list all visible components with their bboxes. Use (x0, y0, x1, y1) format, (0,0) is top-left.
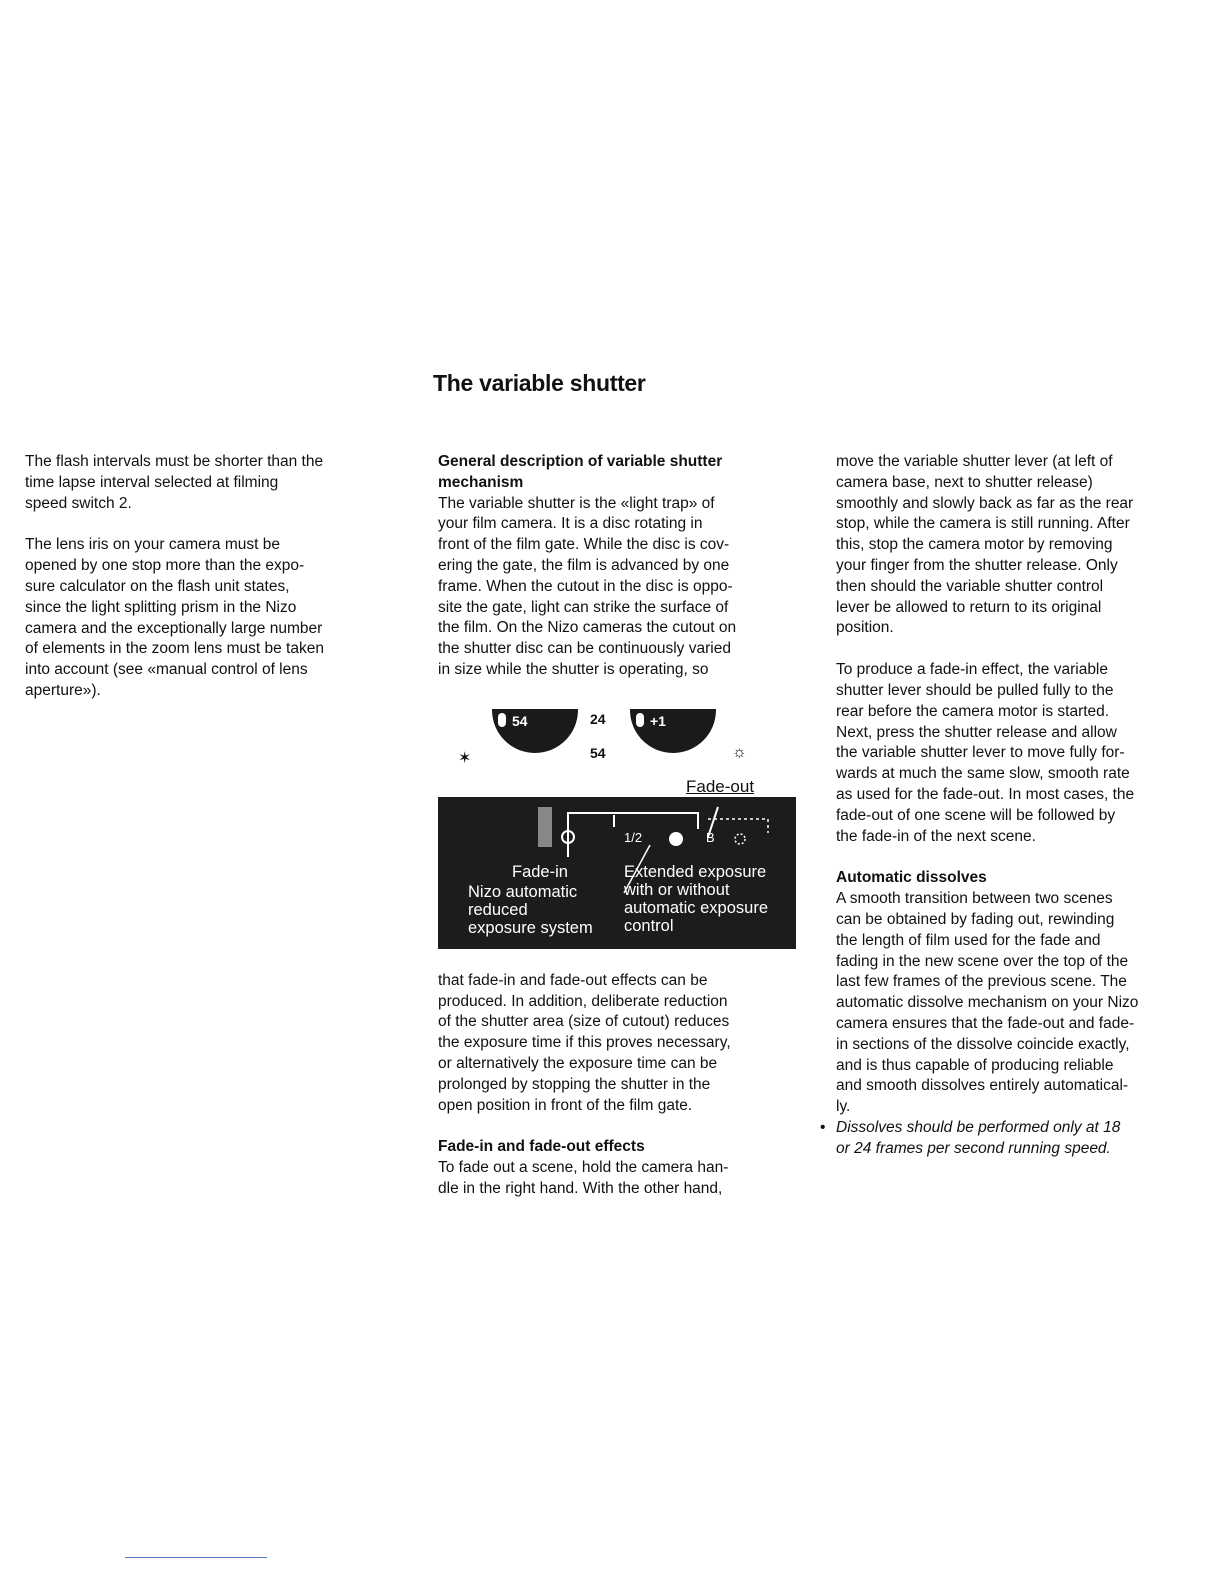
section-heading-fade-effects: Fade-in and fade-out effects (438, 1138, 645, 1156)
section-heading-automatic-dissolves: Automatic dissolves (836, 869, 987, 887)
text-line: the film. On the Nizo cameras the cutout on (438, 619, 737, 637)
nizo-automatic-label (468, 883, 593, 937)
fade-in-label: Fade-in (512, 862, 568, 881)
page-title: The variable shutter (433, 370, 646, 396)
b-label: B (706, 829, 715, 845)
text-line: Nizo automatic (468, 882, 578, 901)
shutter-control-panel (438, 797, 796, 949)
text-line: stop, while the camera is still running. After (836, 515, 1130, 533)
text-line: prolonged by stopping the shutter in the (438, 1075, 711, 1093)
text-line: A smooth transition between two scenes (836, 890, 1113, 908)
speed-24-label: 24 (590, 710, 606, 727)
text-line: and smooth dissolves entirely automatical- (836, 1077, 1129, 1095)
text-line: automatic dissolve mechanism on your Nizo (836, 994, 1139, 1012)
text-line: since the light splitting prism in the Nizo (25, 598, 297, 616)
paragraph-fade-in (836, 660, 1202, 847)
dial-marker (498, 713, 506, 727)
paragraph-lens-iris (25, 535, 397, 701)
text-line: To fade out a scene, hold the camera han- (438, 1159, 729, 1177)
text-line: as used for the fade-out. In most cases, the (836, 785, 1135, 803)
text-line: the exposure time if this proves necessary, (438, 1034, 731, 1052)
text-line: with or without (624, 880, 730, 899)
text-line: frame. When the cutout in the disc is oppo- (438, 577, 733, 595)
text-line: can be obtained by fading out, rewinding (836, 910, 1115, 928)
text-line: mechanism (438, 473, 524, 491)
footer-rule (125, 1557, 267, 1558)
text-line: the length of film used for the fade and (836, 931, 1101, 949)
text-line: The lens iris on your camera must be (25, 536, 280, 554)
bright-light-icon: ☼ (732, 743, 747, 761)
dial-marker (636, 713, 644, 727)
text-line: The flash intervals must be shorter than the (25, 453, 324, 470)
text-line: into account (see «manual control of lens (25, 661, 308, 679)
text-line: opened by one stop more than the expo- (25, 557, 305, 575)
text-line: lever be allowed to return to its original (836, 598, 1102, 616)
dial-right-label: +1 (650, 712, 666, 729)
text-line: ering the gate, the film is advanced by one (438, 556, 730, 574)
shutter-dial-left (492, 709, 578, 753)
section-heading-general-description (438, 452, 800, 494)
text-line: your film camera. It is a disc rotating in (438, 515, 703, 533)
closed-stop-marker (669, 832, 683, 846)
text-line: site the gate, light can strike the surface of (438, 598, 729, 616)
text-line: General description of variable shutter (438, 453, 723, 470)
paragraph-fade-out-continued (836, 452, 1202, 639)
text-line: produced. In addition, deliberate reduction (438, 992, 728, 1010)
text-line: and is thus capable of producing reliable (836, 1056, 1114, 1074)
lever-graphic (538, 807, 552, 847)
text-line: fade-out of one scene will be followed by (836, 806, 1116, 824)
text-line: position. (836, 619, 894, 637)
text-line: time lapse interval selected at filming (25, 473, 279, 491)
text-line: in sections of the dissolve coincide exactly, (836, 1035, 1130, 1053)
half-label: 1/2 (624, 829, 643, 845)
b-bracket-line (708, 819, 768, 833)
middle-column (438, 452, 800, 1200)
extended-exposure-label (624, 863, 768, 935)
text-line: wards at much the same slow, smooth rate (836, 765, 1130, 783)
dissolve-speed-note (820, 1118, 1202, 1160)
text-line: aperture»). (25, 681, 101, 699)
shutter-dial-right (630, 709, 716, 753)
text-line: open position in front of the film gate. (438, 1096, 693, 1114)
text-line: the shutter disc can be continuously varied (438, 640, 731, 658)
text-line: automatic exposure (624, 898, 768, 917)
text-line: reduced (468, 900, 528, 919)
b-stop-marker (735, 834, 745, 844)
shutter-diagram (438, 709, 800, 949)
text-line: of elements in the zoom lens must be taken (25, 640, 324, 658)
dial-row (438, 709, 800, 805)
paragraph-fade-out-instructions (438, 1158, 800, 1200)
dial-left-label: 54 (512, 712, 528, 729)
text-line: The variable shutter is the «light trap» of (438, 494, 715, 512)
text-line: sure calculator on the flash unit states, (25, 577, 290, 595)
paragraph-automatic-dissolves (836, 889, 1202, 1118)
text-line: this, stop the camera motor by removing (836, 536, 1113, 554)
left-column (25, 452, 397, 702)
text-line: smoothly and slowly back as far as the rear (836, 494, 1134, 512)
right-column (820, 452, 1202, 1160)
text-line: the variable shutter lever to move fully for- (836, 744, 1125, 762)
fade-out-label: Fade-out (686, 776, 755, 796)
paragraph-fade-effects-intro (438, 971, 800, 1117)
text-line: last few frames of the previous scene. The (836, 973, 1127, 991)
text-line: in size while the shutter is operating, so (438, 660, 709, 678)
text-line: speed switch 2. (25, 494, 132, 512)
text-line: shutter lever should be pulled fully to the (836, 681, 1114, 699)
text-line: camera base, next to shutter release) (836, 473, 1093, 491)
text-line: To produce a fade-in effect, the variable (836, 661, 1108, 679)
text-line: Next, press the shutter release and allow (836, 723, 1117, 741)
text-line: the fade-in of the next scene. (836, 827, 1036, 845)
text-line: move the variable shutter lever (at left of (836, 453, 1113, 470)
text-line: camera and the exceptionally large number (25, 619, 323, 637)
text-line: dle in the right hand. With the other hand, (438, 1179, 723, 1197)
paragraph-flash-intervals (25, 452, 397, 514)
text-line: camera ensures that the fade-out and fade- (836, 1014, 1135, 1032)
speed-54-label: 54 (590, 744, 606, 761)
text-line: exposure system (468, 918, 593, 937)
text-line: that fade-in and fade-out effects can be (438, 971, 708, 989)
text-line: control (624, 916, 674, 935)
text-line: your finger from the shutter release. Only (836, 556, 1118, 574)
text-line: or alternatively the exposure time can be (438, 1054, 718, 1072)
text-line: front of the film gate. While the disc is cov- (438, 536, 730, 554)
text-line: of the shutter area (size of cutout) reduces (438, 1013, 730, 1031)
dim-light-icon: ✶ (458, 749, 472, 767)
text-line: Dissolves should be performed only at 18 (836, 1118, 1121, 1136)
text-line: Extended exposure (624, 862, 767, 881)
text-line: then should the variable shutter control (836, 577, 1104, 595)
text-line: or 24 frames per second running speed. (836, 1139, 1111, 1157)
text-line: ly. (836, 1098, 851, 1116)
text-line: fading in the new scene over the top of the (836, 952, 1129, 970)
bullet-icon: • (820, 1118, 826, 1136)
text-line: rear before the camera motor is started. (836, 702, 1110, 720)
paragraph-shutter-description (438, 494, 800, 681)
